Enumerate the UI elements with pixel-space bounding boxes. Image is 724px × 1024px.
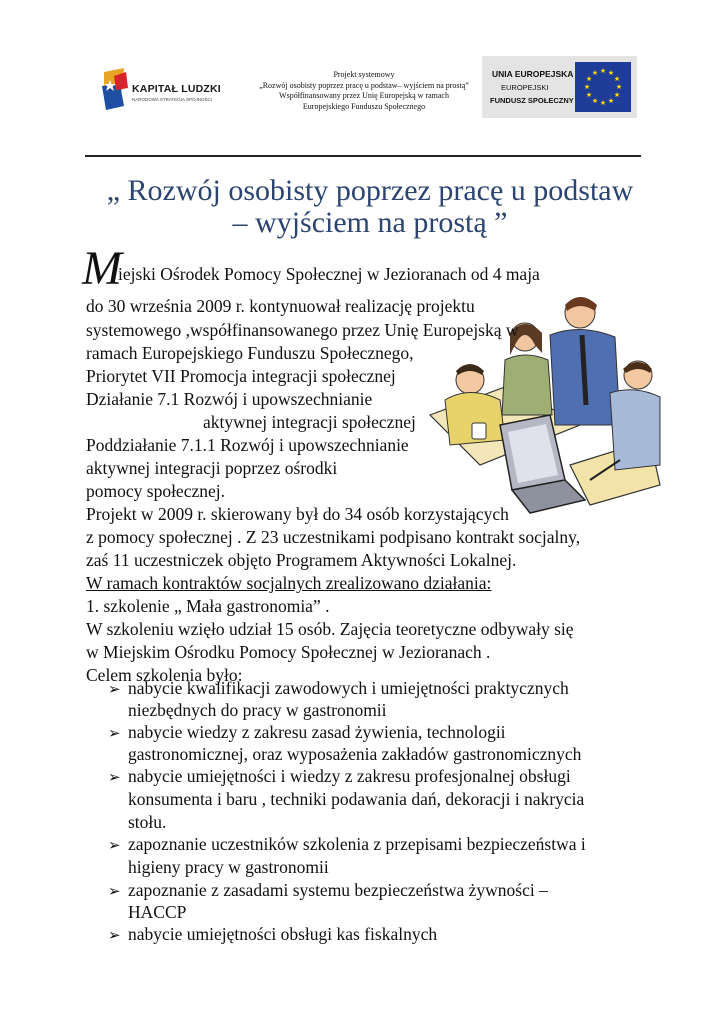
bullet-arrow-icon: ➢ [108,770,121,786]
paragraph-line: z pomocy społecznej . Z 23 uczestnikami podpisano kontrakt socjalny, [86,527,581,547]
paragraph-line: iejski Ośrodek Pomocy Społecznej w Jezioranach od 4 maja [118,264,540,284]
svg-text:★: ★ [599,67,607,75]
document-title [70,175,670,239]
eu-logo-line2: EUROPEJSKI [501,83,549,92]
bullet-text: gastronomicznej, oraz wyposażenia zakładów gastronomicznych [128,744,582,764]
training-line: Celem szkolenia było: [86,665,243,685]
eu-logo-line3: FUNDUSZ SPOŁECZNY [490,96,574,105]
paragraph-line: do 30 września 2009 r. kontynuował realizację projektu [86,296,475,316]
kapital-ludzki-emblem-icon [100,66,132,112]
svg-text:★: ★ [591,97,599,105]
bullet-arrow-icon: ➢ [108,726,121,742]
bullet-text: HACCP [128,902,187,922]
paragraph-line: pomocy społecznej. [86,481,225,501]
bullet-text: stołu. [128,812,167,832]
paragraph-line: systemowego ,współfinansowanego przez Unię Europejską w [86,320,519,340]
bullet-text: zapoznanie uczestników szkolenia z przepisami bezpieczeństwa i [128,834,586,854]
bullet-text: nabycie umiejętności obsługi kas fiskalnych [128,924,438,944]
paragraph-line: Priorytet VII Promocja integracji społecznej [86,366,396,386]
svg-text:★: ★ [613,91,621,99]
header-project-info [232,70,496,112]
header-line: „Rozwój osobisty poprzez pracę u podstaw– wyjściem na prostą” [259,80,469,90]
paragraph-line: Poddziałanie 7.1.1 Rozwój i upowszechnianie [86,435,409,455]
title-line-1: „ Rozwój osobisty poprzez pracę u podstaw [106,174,634,207]
paragraph-line: Projekt w 2009 r. skierowany był do 34 osób korzystających [86,504,509,524]
bullet-text: nabycie kwalifikacji zawodowych i umiejętności praktycznych [128,678,569,698]
training-line: W szkoleniu wzięło udział 15 osób. Zajęcia teoretyczne odbywały się [86,619,574,639]
bullet-arrow-icon: ➢ [108,682,121,698]
kapital-ludzki-title: KAPITAŁ LUDZKI [132,83,221,95]
header-line: Europejskiego Funduszu Społecznego [302,101,426,111]
header-divider [85,155,641,157]
svg-text:★: ★ [585,75,593,83]
header-line: Współfinansowany przez Unię Europejską w ramach [279,91,449,100]
header-line: Projekt systemowy [333,70,395,79]
training-line: 1. szkolenie „ Mała gastronomia” . [86,596,330,616]
bullet-text: konsumenta i baru , techniki podawania dań, dekoracji i nakrycia [128,789,585,809]
svg-text:★: ★ [615,83,623,91]
section-heading: W ramach kontraktów socjalnych zrealizowano działania: [86,573,492,593]
paragraph-line: zaś 11 uczestniczek objęto Programem Aktywności Lokalnej. [86,550,517,570]
svg-text:★: ★ [613,75,621,83]
bullet-text: nabycie umiejętności i wiedzy z zakresu profesjonalnej obsługi [128,766,571,786]
svg-text:★: ★ [583,83,591,91]
svg-text:★: ★ [607,97,615,105]
kapital-ludzki-subtitle: NARODOWA STRATEGIA SPÓJNOŚCI [132,97,213,102]
paragraph-line: Działanie 7.1 Rozwój i upowszechnianie [86,389,373,409]
paragraph-line: aktywnej integracji poprzez ośrodki [86,458,338,478]
bullet-text: nabycie wiedzy z zakresu zasad żywienia, technologii [128,722,506,742]
bullet-text: higieny pracy w gastronomii [128,857,329,877]
drop-cap: M [82,242,122,295]
svg-text:★: ★ [585,91,593,99]
bullet-text: niezbędnych do pracy w gastronomii [128,700,387,720]
paragraph-line: ramach Europejskiego Funduszu Społecznego, [86,343,414,363]
paragraph-line: aktywnej integracji społecznej [203,412,416,432]
training-line: w Miejskim Ośrodku Pomocy Społecznej w Jezioranach . [86,642,491,662]
svg-text:★: ★ [599,99,607,107]
bullet-arrow-icon: ➢ [108,838,121,854]
bullet-text: zapoznanie z zasadami systemu bezpieczeństwa żywności – [128,880,548,900]
eu-logo-title: UNIA EUROPEJSKA [492,69,574,79]
bullet-arrow-icon: ➢ [108,884,121,900]
svg-text:★: ★ [591,69,599,77]
svg-text:★: ★ [607,69,615,77]
bullet-arrow-icon: ➢ [108,928,121,944]
eu-flag-icon [575,62,631,112]
title-line-2: – wyjściem na prostą ” [232,206,508,239]
